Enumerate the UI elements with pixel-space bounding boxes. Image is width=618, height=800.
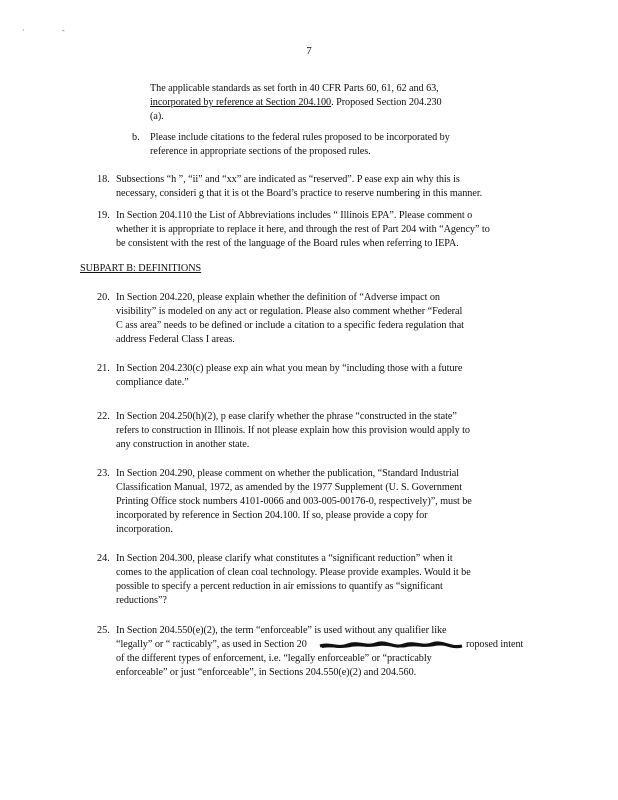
item-number: 23. bbox=[97, 468, 110, 479]
intro-line-tail: . Proposed Section 204.230 bbox=[331, 97, 442, 108]
item-line: Please include citations to the federal rules proposed to be incorporated by bbox=[150, 132, 450, 143]
item-line: reference in appropriate sections of the proposed rules. bbox=[150, 146, 371, 157]
corner-mark: - bbox=[62, 26, 65, 35]
intro-line: The applicable standards as set forth in 40 CFR Parts 60, 61, 62 and 63, bbox=[150, 83, 439, 94]
item-line: comes to the application of clean coal technology. Please provide examples. Would it be bbox=[116, 567, 471, 578]
item-line: any construction in another state. bbox=[116, 439, 250, 450]
item-line: necessary, consideri g that it is ot the Board’s practice to reserve numbering in this manner. bbox=[116, 188, 483, 199]
intro-line: (a). bbox=[150, 111, 164, 122]
item-label: b. bbox=[132, 132, 140, 143]
item-line: In Section 204.300, please clarify what constitutes a “significant reduction” when it bbox=[116, 553, 453, 564]
item-number: 20. bbox=[97, 292, 110, 303]
item-line: enforceable” or just “enforceable”, in Sections 204.550(e)(2) and 204.560. bbox=[116, 667, 417, 678]
subpart-heading: SUBPART B: DEFINITIONS bbox=[80, 263, 202, 274]
item-number: 21. bbox=[97, 363, 110, 374]
item-line: address Federal Class I areas. bbox=[116, 334, 235, 345]
item-line: of the different types of enforcement, i.e. “legally enforceable” or “practicably bbox=[116, 653, 432, 664]
item-line-tail: roposed intent bbox=[466, 639, 524, 650]
item-number: 19. bbox=[97, 210, 110, 221]
strikethrough-scribble bbox=[318, 641, 464, 651]
item-line: Subsections “h ”, “ii” and “xx” are indicated as “reserved”. P ease exp ain why this is bbox=[116, 174, 460, 185]
item-line: C ass area” needs to be defined or include a citation to a specific federa regulation that bbox=[116, 320, 464, 331]
item-line: Printing Office stock numbers 4101-0066 and 003-005-00176-0, respectively)”, must be bbox=[116, 496, 472, 507]
item-number: 25. bbox=[97, 625, 110, 636]
item-line: compliance date.” bbox=[116, 377, 189, 388]
item-line: Classification Manual, 1972, as amended by the 1977 Supplement (U. S. Government bbox=[116, 482, 462, 493]
item-line: In Section 204.550(e)(2), the term “enforceable” is used without any qualifier like bbox=[116, 625, 447, 636]
item-line: be consistent with the rest of the language of the Board rules when referring to IEPA. bbox=[116, 238, 459, 249]
item-number: 22. bbox=[97, 411, 110, 422]
item-line: whether it is appropriate to replace it here, and through the rest of Part 204 with “Agency” to bbox=[116, 224, 490, 235]
item-line: visibility” is modeled on any act or regulation. Please also comment whether “Federal bbox=[116, 306, 463, 317]
item-line: In Section 204.250(h)(2), p ease clarify whether the phrase “constructed in the state” bbox=[116, 411, 457, 422]
intro-line bbox=[150, 96, 442, 109]
item-line: incorporated by reference in Section 204.100. If so, please provide a copy for bbox=[116, 510, 428, 521]
item-line: reductions”? bbox=[116, 595, 167, 606]
item-line: possible to specify a percent reduction in air emissions to quantify as “significant bbox=[116, 581, 443, 592]
item-line: In Section 204.290, please comment on whether the publication, “Standard Industrial bbox=[116, 468, 459, 479]
corner-mark: · bbox=[22, 26, 25, 35]
item-line: In Section 204.220, please explain whether the definition of “Adverse impact on bbox=[116, 292, 440, 303]
item-line: “legally” or “ racticably”, as used in Section 20 bbox=[116, 639, 307, 650]
item-line: refers to construction in Illinois. If not please explain how this provision would apply to bbox=[116, 425, 470, 436]
item-number: 18. bbox=[97, 174, 110, 185]
item-line: incorporation. bbox=[116, 524, 173, 535]
item-line: In Section 204.230(c) please exp ain what you mean by “including those with a future bbox=[116, 363, 463, 374]
page-number: 7 bbox=[306, 45, 312, 57]
incorporation-reference: incorporated by reference at Section 204.100 bbox=[150, 97, 332, 108]
item-number: 24. bbox=[97, 553, 110, 564]
item-line: In Section 204.110 the List of Abbreviations includes “ Illinois EPA”. Please comment o bbox=[116, 210, 473, 221]
